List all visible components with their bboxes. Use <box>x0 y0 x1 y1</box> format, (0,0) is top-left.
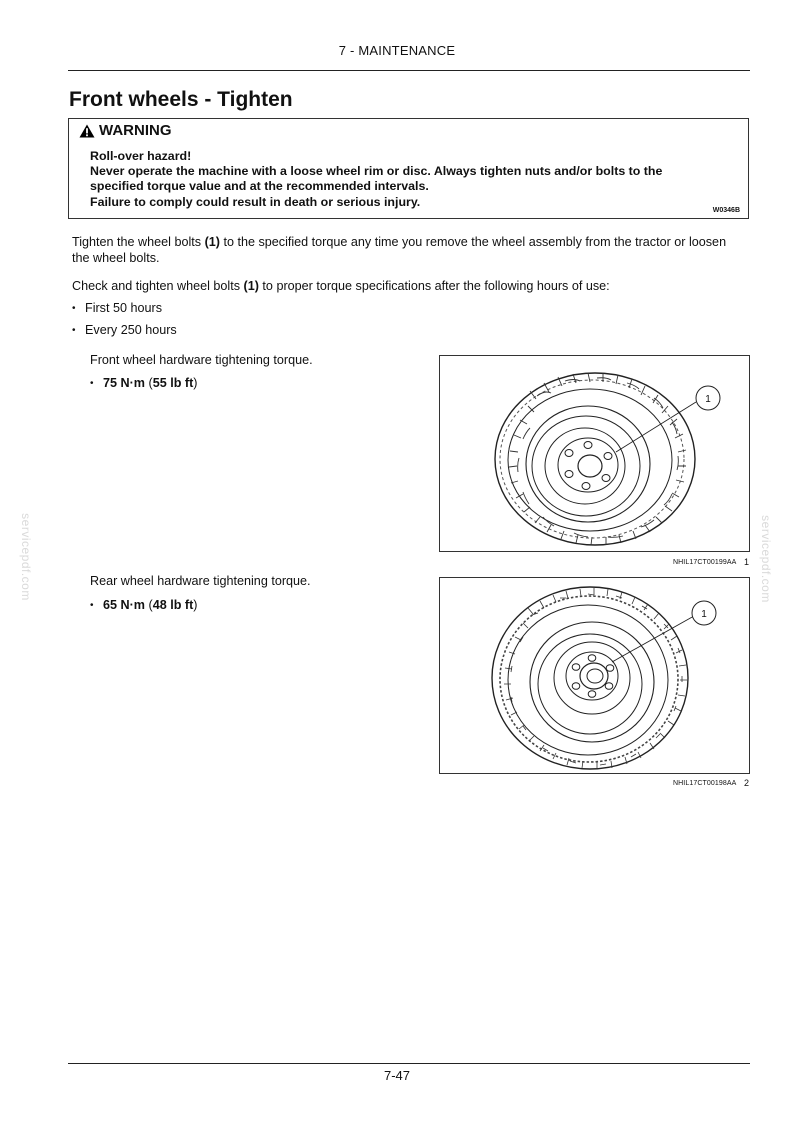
warning-line: Failure to comply could result in death or serious injury. <box>90 194 421 209</box>
figure-code: NHIL17CT00199AA <box>673 559 737 566</box>
torque-value: 65 N·m (48 lb ft) <box>103 598 198 612</box>
list-item: • Every 250 hours <box>72 323 177 337</box>
page-number: 7-47 <box>383 1068 411 1083</box>
text-run: Check and tighten wheel bolts <box>72 279 244 293</box>
warning-text <box>90 149 740 210</box>
paragraph-tighten <box>72 235 742 266</box>
interval-text: Every 250 hours <box>85 323 177 337</box>
warning-triangle-icon <box>79 124 95 138</box>
footer-rule <box>68 1063 750 1064</box>
rear-torque-item: • 65 N·m (48 lb ft) <box>90 598 198 612</box>
warning-line: Never operate the machine with a loose wheel rim or disc. Always tighten nuts and/or bolts to the <box>90 164 663 179</box>
reference-callout: (1) <box>243 279 259 293</box>
header-rule <box>68 70 750 71</box>
front-torque-item: • 75 N·m (55 lb ft) <box>90 376 198 390</box>
figure-number: 2 <box>744 778 750 788</box>
watermark-left: servicepdf.com <box>18 513 33 601</box>
warning-box <box>68 118 749 219</box>
section-header: 7 - MAINTENANCE <box>338 43 456 58</box>
warning-heading <box>79 122 172 139</box>
warning-line: specified torque value and at the recommended intervals. <box>90 179 429 194</box>
figure-callout-number: 1 <box>705 394 711 405</box>
torque-value: 75 N·m (55 lb ft) <box>103 376 198 390</box>
watermark-right: servicepdf.com <box>758 515 773 603</box>
interval-text: First 50 hours <box>85 301 162 315</box>
page-title: Front wheels - Tighten <box>69 88 293 111</box>
text-run: to the specified torque any time you remove the wheel assembly from the tractor or loosen the wheel bolts. <box>72 235 727 265</box>
warning-line: Roll-over hazard! <box>90 149 192 163</box>
text-run: Tighten the wheel bolts <box>72 235 205 249</box>
front-wheel-illustration <box>440 356 749 551</box>
figure-code: NHIL17CT00198AA <box>673 780 737 787</box>
reference-callout: (1) <box>204 235 220 249</box>
warning-code: W0346B <box>712 207 740 214</box>
figure-callout-number: 1 <box>701 609 707 620</box>
rear-wheel-figure <box>439 577 750 774</box>
rear-wheel-illustration <box>440 578 749 773</box>
figure-number: 1 <box>744 557 750 567</box>
front-wheel-figure <box>439 355 750 552</box>
paragraph-check <box>72 279 742 295</box>
front-torque-label: Front wheel hardware tightening torque. <box>90 353 313 367</box>
warning-label: WARNING <box>99 122 172 139</box>
text-run: to proper torque specifications after the following hours of use: <box>258 279 610 293</box>
rear-torque-label: Rear wheel hardware tightening torque. <box>90 574 311 588</box>
list-item: • First 50 hours <box>72 301 162 315</box>
